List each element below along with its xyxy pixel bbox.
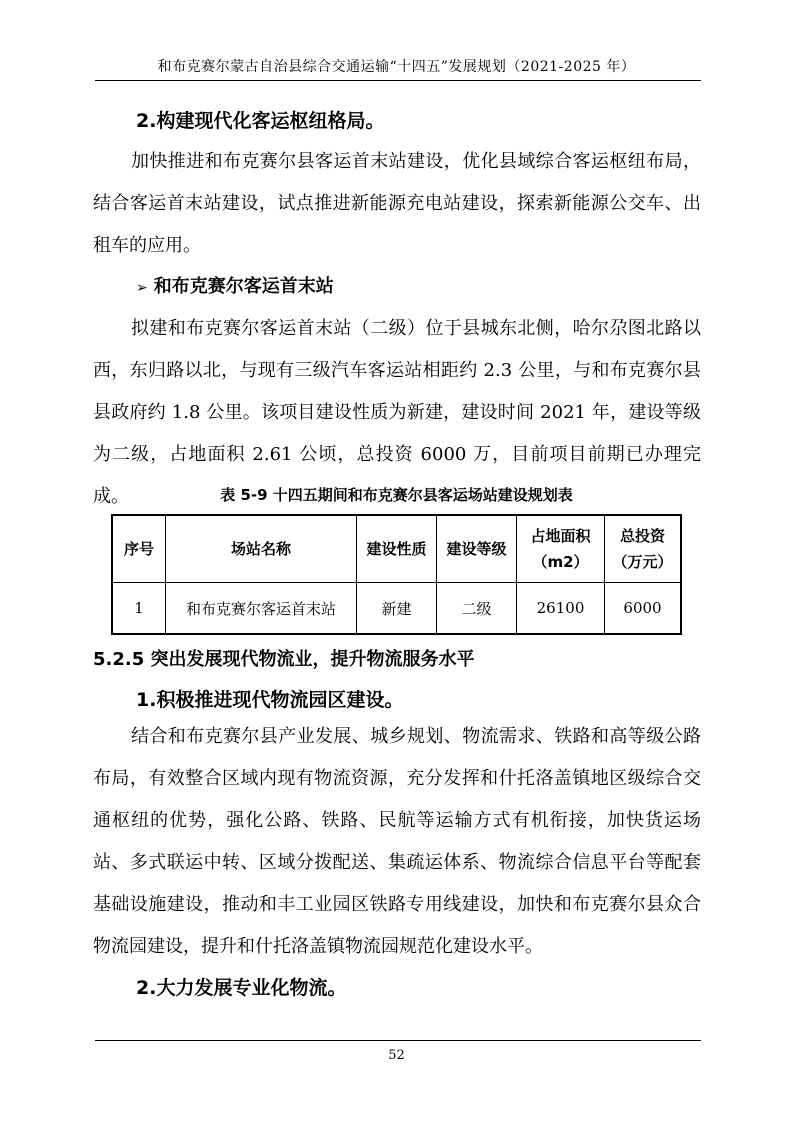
section-2-paragraph: 加快推进和布克赛尔县客运首末站建设，优化县域综合客运枢纽布局，结合客运首末站建设，试点推进新能源充电站建设，探索新能源公交车、出租车的应用。	[93, 151, 701, 256]
header-nature: 建设性质	[357, 515, 437, 583]
bullet-heading	[136, 272, 334, 298]
header-name: 场站名称	[166, 515, 357, 583]
header-grade: 建设等级	[437, 515, 517, 583]
header-area	[517, 515, 605, 583]
table-row	[112, 583, 681, 635]
bullet-paragraph: 拟建和布克赛尔客运首末站（二级）位于县城东北侧，哈尔尕图北路以西，东归路以北，与现有三级汽车客运站相距约 2.3 公里，与和布克赛尔县县政府约 1.8 公里。该项目建设性质为新建，建设时间 2021 年，建设等级为二级，占地面积 2.61 公顷，总投资 6000 万，目前项目前期已办理完成。	[93, 318, 701, 507]
header-invest	[605, 515, 682, 583]
arrow-bullet-icon: ➢	[136, 280, 148, 296]
station-plan-table	[111, 514, 682, 635]
section-5-2-5-heading: 5.2.5 突出发展现代物流业，提升物流服务水平	[93, 649, 475, 670]
header-invest-line2: （万元）	[612, 553, 673, 571]
table-caption: 表 5-9 十四五期间和布克赛尔县客运场站建设规划表	[220, 486, 573, 504]
cell-no: 1	[112, 583, 166, 635]
running-header: 和布克赛尔蒙古自治县综合交通运输“十四五”发展规划（2021-2025 年）	[157, 59, 636, 75]
header-invest-line1: 总投资	[619, 527, 665, 545]
subsection-1-paragraph: 结合和布克赛尔县产业发展、城乡规划、物流需求、铁路和高等级公路布局，有效整合区域内现有物流资源，充分发挥和什托洛盖镇地区级综合交通枢纽的优势，强化公路、铁路、民航等运输方式有机衔接，加快货运场站、多式联运中转、区域分拨配送、集疏运体系、物流综合信息平台等配套基础设施建设，推动和丰工业园区铁路专用线建设，加快和布克赛尔县众合物流园建设，提升和什托洛盖镇物流园规范化建设水平。	[93, 726, 701, 957]
cell-name: 和布克赛尔客运首末站	[166, 583, 357, 635]
bullet-heading-text: 和布克赛尔客运首末站	[153, 276, 334, 297]
cell-invest: 6000	[605, 583, 682, 635]
table-header-row	[112, 515, 681, 583]
header-area-line1: 占地面积	[530, 527, 591, 545]
section-2-heading: 2.构建现代化客运枢纽格局。	[136, 110, 385, 132]
cell-area: 26100	[517, 583, 605, 635]
header-no: 序号	[112, 515, 166, 583]
cell-grade: 二级	[437, 583, 517, 635]
cell-nature: 新建	[357, 583, 437, 635]
subsection-1-heading: 1.积极推进现代物流园区建设。	[136, 689, 404, 711]
header-area-line2: （m2）	[532, 553, 589, 571]
subsection-2-heading: 2.大力发展专业化物流。	[136, 977, 347, 999]
header-rule	[95, 80, 701, 81]
footer-rule	[95, 1040, 701, 1041]
page-number: 52	[388, 1048, 405, 1063]
